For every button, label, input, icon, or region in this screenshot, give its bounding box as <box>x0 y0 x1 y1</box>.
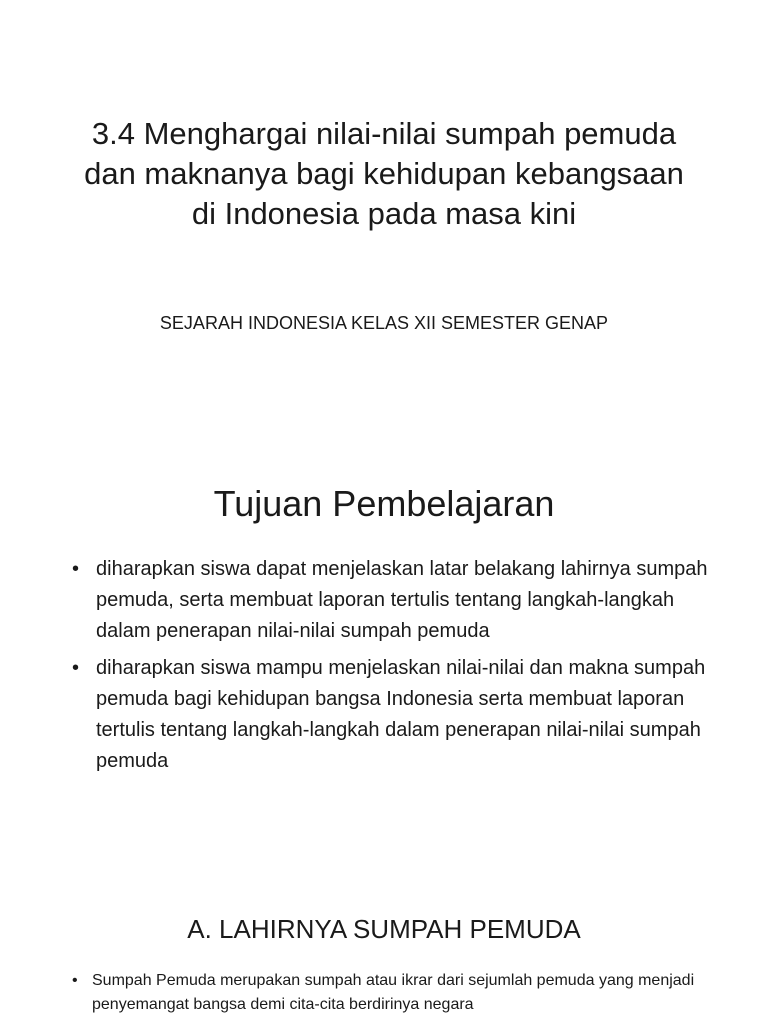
objectives-heading: Tujuan Pembelajaran <box>213 483 555 524</box>
list-item-text: Sumpah Pemuda merupakan sumpah atau ikrar dari sejumlah pemuda yang menjadi penyemangat bangsa demi cita-cita berdirinya negara <box>92 972 695 1013</box>
slide-learning-objectives <box>0 432 768 864</box>
list-item <box>72 969 722 1017</box>
slide-subtitle: SEJARAH INDONESIA KELAS XII SEMESTER GENAP <box>159 313 609 333</box>
bullet-icon: • <box>72 657 80 679</box>
list-item-text: diharapkan siswa mampu menjelaskan nilai-nilai dan makna sumpah pemuda bagi kehidupan bangsa Indonesia serta membuat laporan tertulis tentang langkah-langkah dalam penerapan nilai-nilai sumpah pemuda <box>96 657 706 772</box>
list-item-text: diharapkan siswa dapat menjelaskan latar belakang lahirnya sumpah pemuda, serta membuat laporan tertulis tentang langkah-langkah dalam penerapan nilai-nilai sumpah pemuda <box>96 558 708 642</box>
section-heading: A. LAHIRNYA SUMPAH PEMUDA <box>187 914 581 944</box>
bullet-icon: • <box>72 972 78 989</box>
objectives-list <box>72 554 722 783</box>
list-item <box>72 653 722 777</box>
slide-title-heading: 3.4 Menghargai nilai-nilai sumpah pemuda dan maknanya bagi kehidupan kebangsaan di Indonesia pada masa kini <box>84 116 684 231</box>
list-item <box>72 554 722 647</box>
slide-lahirnya-sumpah-pemuda <box>0 864 768 1024</box>
slide-title <box>0 0 768 432</box>
section-list <box>72 969 722 1017</box>
bullet-icon: • <box>72 558 80 580</box>
